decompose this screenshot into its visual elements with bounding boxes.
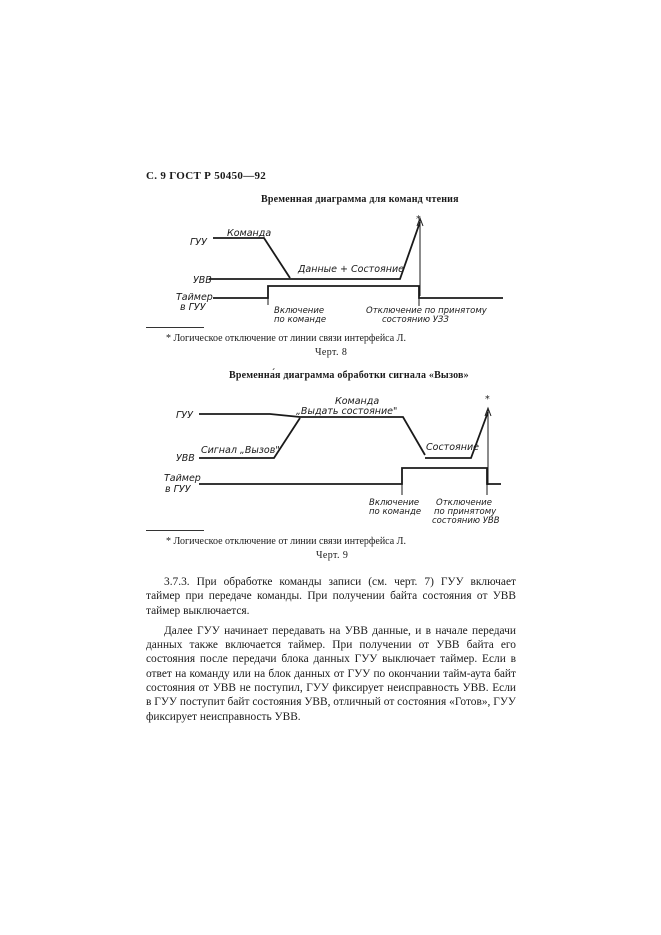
figure9-caption: Черт. 9 <box>316 550 349 561</box>
paragraph-1: 3.7.3. При обработке команды записи (см. черт. 7) ГУУ включает таймер при передаче команды. При получении байта состояния от УВВ таймер выключается. <box>146 576 516 617</box>
f8-timer-label-2: в ГУУ <box>180 302 206 313</box>
f9-guu-label: ГУУ <box>176 410 193 421</box>
f9-uvv-label: УВВ <box>176 453 195 464</box>
body-text <box>146 575 516 724</box>
f9-off-label-2: по принятому <box>434 507 497 517</box>
figure9-title: Временна́я диаграмма обработки сигнала «Вызов» <box>229 370 469 381</box>
f9-off-label-1: Отключение <box>436 498 492 508</box>
f8-uvv-label: УВВ <box>193 275 212 286</box>
f8-guu-label: ГУУ <box>190 237 207 248</box>
f8-off-label-1: Отключение по принятому <box>366 306 487 316</box>
paragraph-2: Далее ГУУ начинает передавать на УВВ данные, и в начале передачи данных также включается таймер. При получении от УВВ байта его состояния после передачи блока данных ГУУ выключает таймер. Если в ответ на команду или на блок данных от ГУУ по окончании тайм-аута байт состояния от УВВ не поступил, ГУУ фиксирует неисправность УВВ. Если в ГУУ поступит байт состояния УВВ, отличный от состояния «Готов», ГУУ фиксирует неисправность УВВ. <box>146 624 516 723</box>
f9-on-label-1: Включение <box>369 498 420 508</box>
f9-signal-label: Сигнал „Вызов" <box>201 445 280 456</box>
f8-on-label-2: по команде <box>274 315 327 325</box>
f9-command-label-1: Команда <box>335 396 380 407</box>
f8-off-label-2: состоянию УЗЗ <box>382 315 449 325</box>
f9-state-label: Состояние <box>426 442 479 453</box>
f9-off-label-3: состоянию УВВ <box>432 516 500 526</box>
f9-timer-signal <box>199 468 501 484</box>
f8-asterisk: * <box>416 214 421 225</box>
figure8-caption: Черт. 8 <box>315 347 348 358</box>
f8-on-label-1: Включение <box>274 306 325 316</box>
f8-command-label: Команда <box>227 228 272 239</box>
f9-timer-label-2: в ГУУ <box>165 484 191 495</box>
f9-timer-label-1: Таймер <box>164 473 201 484</box>
figure8-footnote: * Логическое отключение от линии связи интерфейса Л. <box>166 333 406 344</box>
f9-asterisk: * <box>485 394 490 405</box>
f8-data-state-label: Данные + Состояние <box>298 264 404 275</box>
f9-on-label-2: по команде <box>369 507 422 517</box>
figure9-footnote: * Логическое отключение от линии связи интерфейса Л. <box>166 536 406 547</box>
f8-timer-label-1: Таймер <box>176 292 213 303</box>
f9-command-label-2: „Выдать состояние" <box>296 406 398 417</box>
figure8-title: Временная диаграмма для команд чтения <box>261 194 459 205</box>
figure9-footnote-rule <box>146 530 204 531</box>
page-header: С. 9 ГОСТ Р 50450—92 <box>146 170 267 182</box>
